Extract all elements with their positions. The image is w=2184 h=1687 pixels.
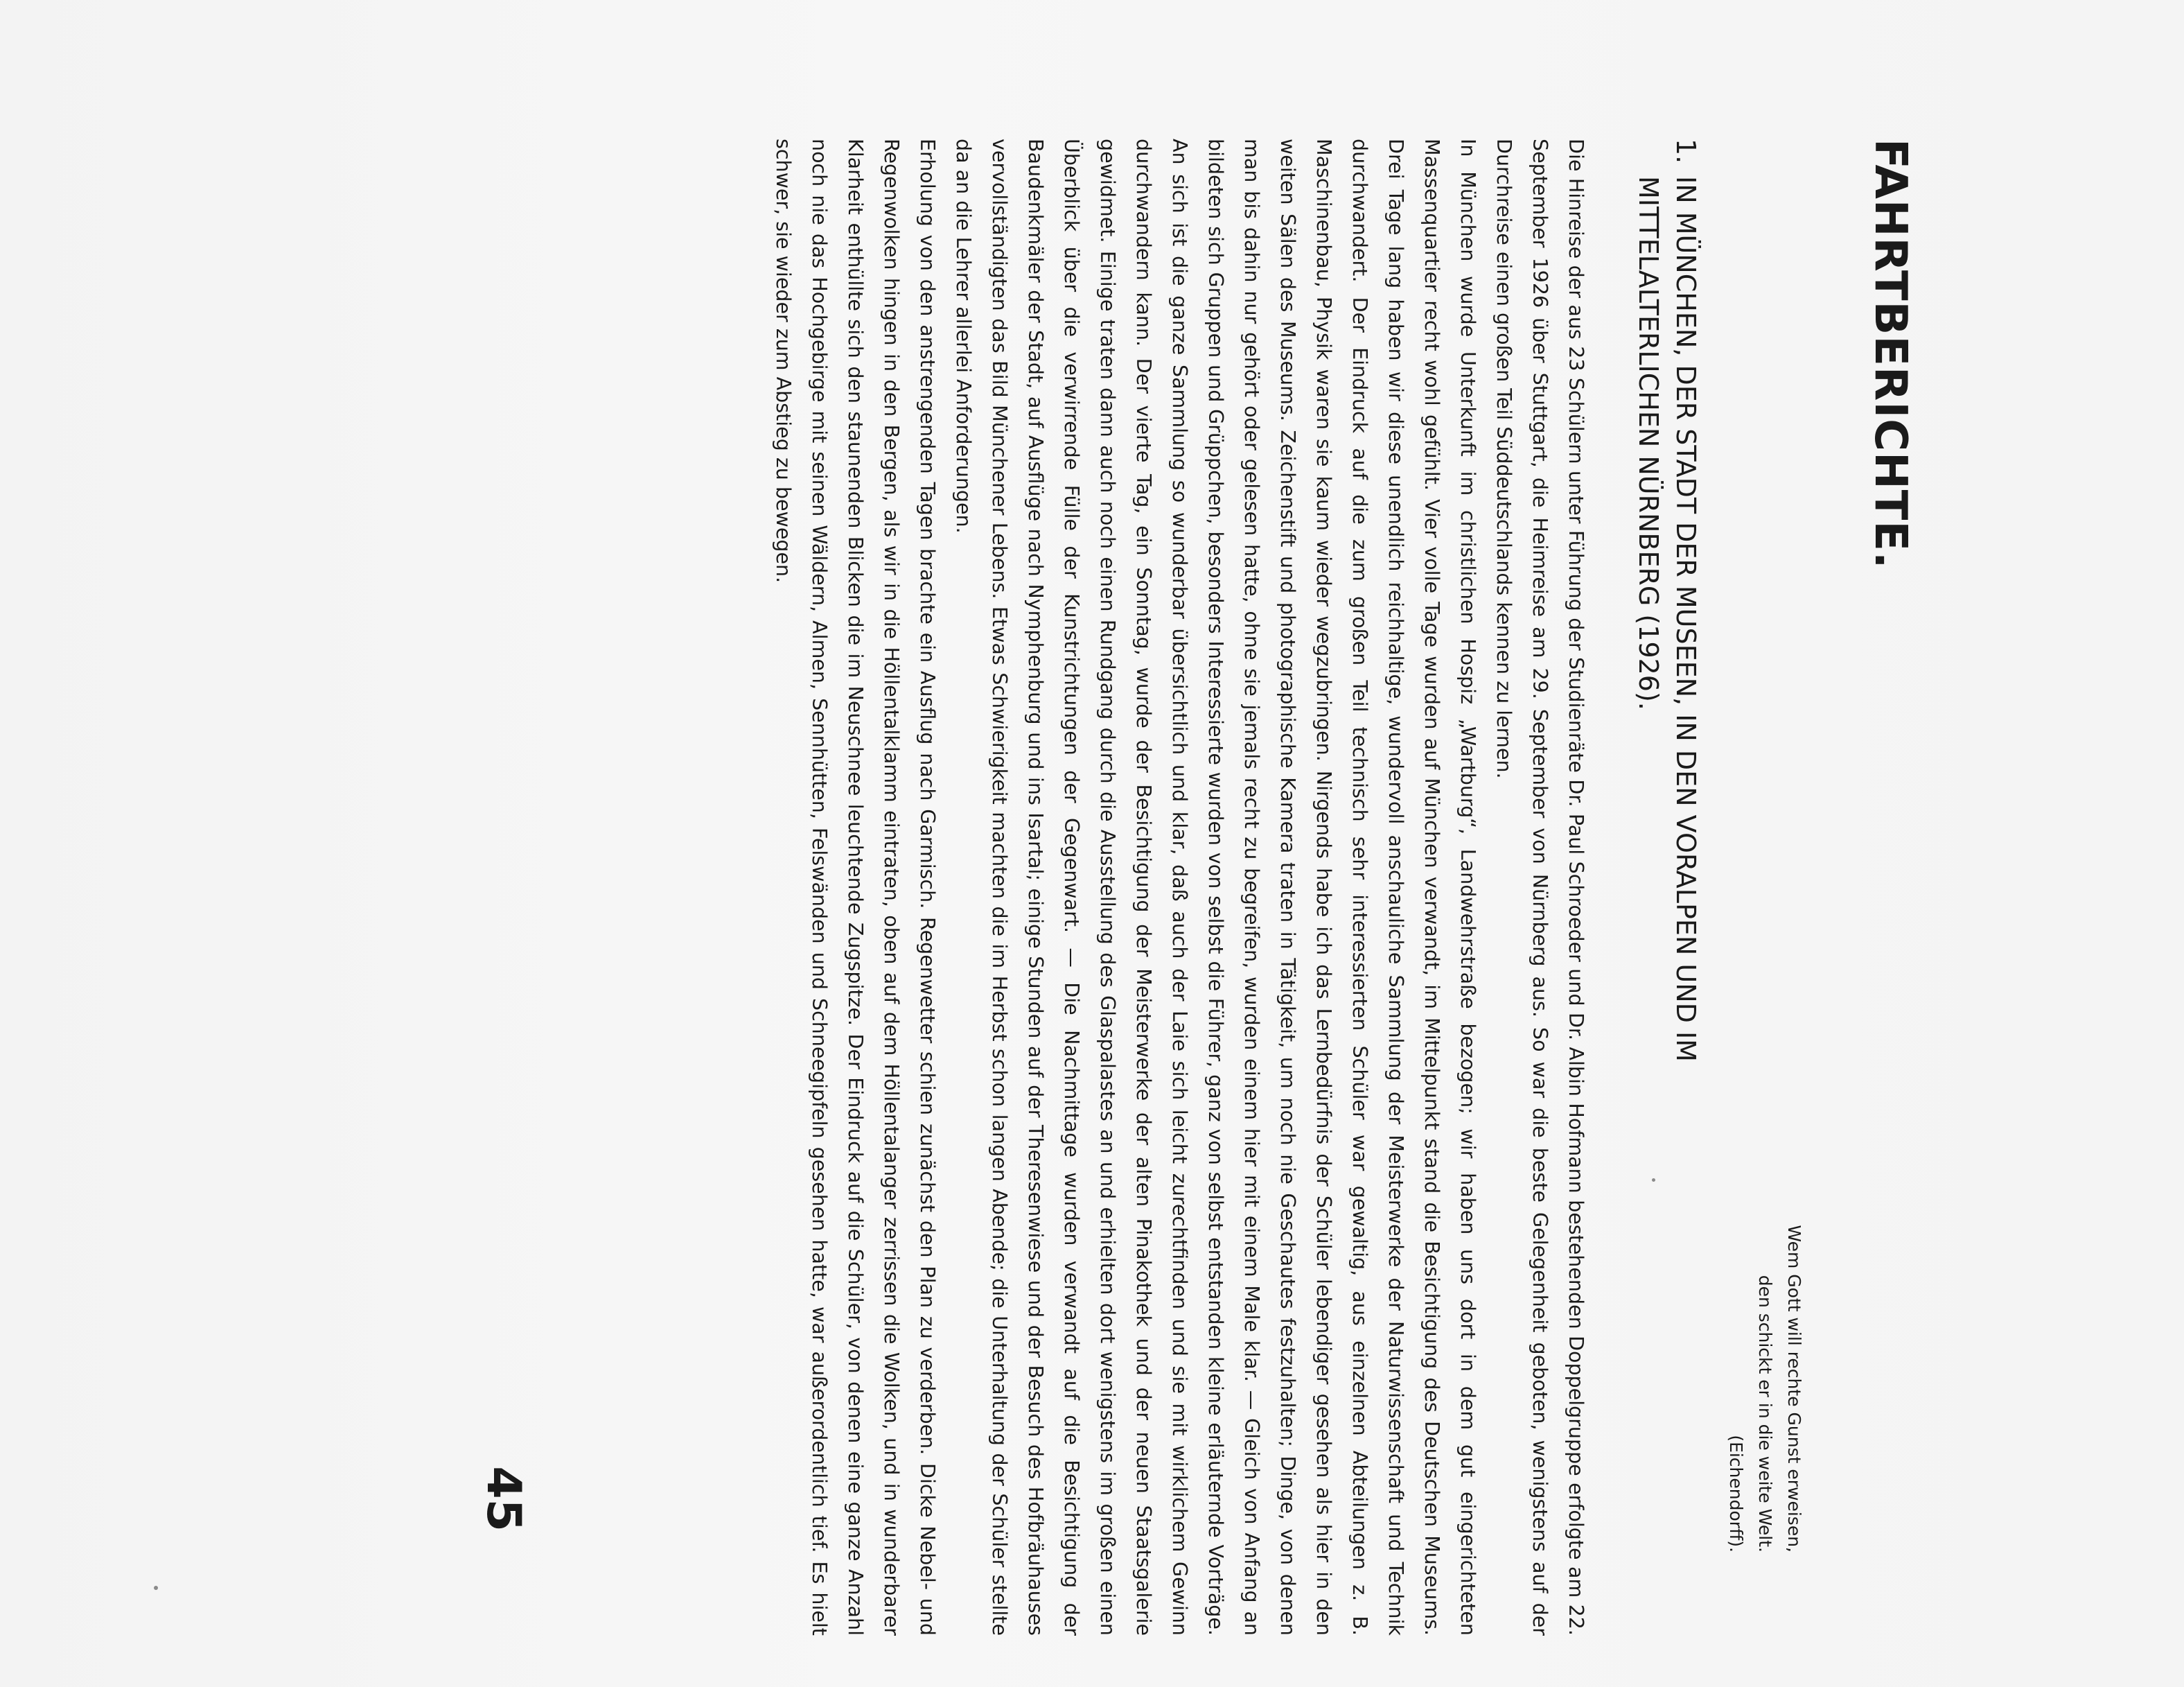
epigraph-line: Wem Gott will rechte Gunst erweisen, [1784, 1225, 1804, 1553]
page-number: 45 [476, 1466, 531, 1532]
paragraph: In München wurde Unterkunft im christlichen Hospiz „Wartburg“, Landwehrstraße bezogen; wir haben uns dort in dem gut eingerichteten Massenquartier recht wohl gefühlt. Vier volle Tage wurden auf München verwandt, im Mittelpunkt stand die Besichtigung des Deutschen Museums. Drei Tage lang haben wir diese unendlich reichhaltige, wundervoll anschauliche Sammlung der Meisterwerke der Naturwissenschaft und Technik durchwandert. Der Eindruck auf die zum großen Teil technisch sehr interessierten Schüler war gewaltig, aus einzelnen Abteilungen z. B. Maschinenbau, Physik waren sie kaum wieder wegzubringen. Nirgends habe ich das Lernbedürfnis der Schüler lebendiger gesehen als hier in den weiten Sälen des Museums. Zeichenstift und photographische Kamera traten in Tätigkeit, um noch nie Geschautes festzuhalten; Dinge, von denen man bis dahin nur gehört oder gelesen hatte, ohne sie jemals recht zu begreifen, wurden einem hier mit einem Male klar. — Gleich von Anfang an bildeten sich Gruppen und Grüppchen, besonders Interessierte wurden von selbst die Führer, ganz von selbst entstanden kleine erläuternde Vorträge. An sich ist die ganze Sammlung so wunderbar übersichtlich und klar, daß auch der Laie sich leicht zurechtfinden und sie mit wirklichem Gewinn durchwandern kann. Der vierte Tag, ein Sonntag, wurde der Besichtigung der Meisterwerke der alten Pinakothek und der neuen Staatsgalerie gewidmet. Einige traten dann auch noch einen Rundgang durch die Ausstellung des Glaspalastes an und erhielten dort wenigstens im großen einen Überblick über die verwirrende Fülle der Kunstrichtungen der Gegenwart. — Die Nachmittage wurden verwandt auf die Besichtigung der Baudenkmäler der Stadt, auf Ausflüge nach Nymphenburg und ins Isartal; einige Stunden auf der Theresenwiese und der Besuch des Hofbräuhauses vervollständigten das Bild Münchener Lebens. Etwas Schwierigkeit machten die im Herbst schon langen Abende; die Unterhaltung der Schüler stellte da an die Lehrer allerlei Anforderungen. [952, 139, 1479, 1636]
epigraph-line: den schickt er in die weite Welt. [1755, 1275, 1775, 1553]
rotated-text-block [0, 139, 1916, 1636]
paragraph: Erholung von den anstrengenden Tagen brachte ein Ausflug nach Garmisch. Regenwetter schien zunächst den Plan zu verderben. Dicke Nebel- und Regenwolken hingen in den Bergen, als wir in die Höllentalklamm eintraten, oben auf dem Höllentalanger zerrissen die Wolken, und in wunderbarer Klarheit enthüllte sich den staunenden Blicken die im Neuschnee leuchtende Zugspitze. Der Eindruck auf die Schüler, von denen eine ganze Anzahl noch nie das Hochgebirge mit seinen Wäldern, Almen, Sennhütten, Felswänden und Schneegipfeln gesehen hatte, war außerordentlich tief. Es hielt schwer, sie wieder zum Abstieg zu bewegen. [772, 139, 939, 1636]
section-title-line: IN MÜNCHEN, DER STADT DER MUSEEN, IN DEN VORALPEN UND IM [1671, 176, 1701, 1062]
article-body [765, 139, 1594, 1636]
section-title-line: MITTELALTERLICHEN NÜRNBERG (1926). [1633, 176, 1664, 710]
epigraph-attribution: (Eichendorff). [1726, 1435, 1746, 1553]
scan-speck [154, 1586, 158, 1590]
epigraph [1721, 929, 1808, 1553]
section-number: 1. [1671, 139, 1701, 164]
page-heading: FAHRTBERICHTE. [1865, 139, 1916, 570]
section-title [1630, 139, 1705, 1636]
paragraph: Die Hinreise der aus 23 Schülern unter Führung der Studienräte Dr. Paul Schroeder und Dr. Albin Hofmann bestehenden Doppelgruppe erfolgte am 22. September 1926 über Stuttgart, die Heimreise am 29. September von Nürnberg aus. So war die beste Gelegenheit geboten, wenigstens auf der Durchreise einen großen Teil Süddeutschlands kennen zu lernen. [1492, 139, 1587, 1636]
scan-speck [1652, 1178, 1655, 1182]
